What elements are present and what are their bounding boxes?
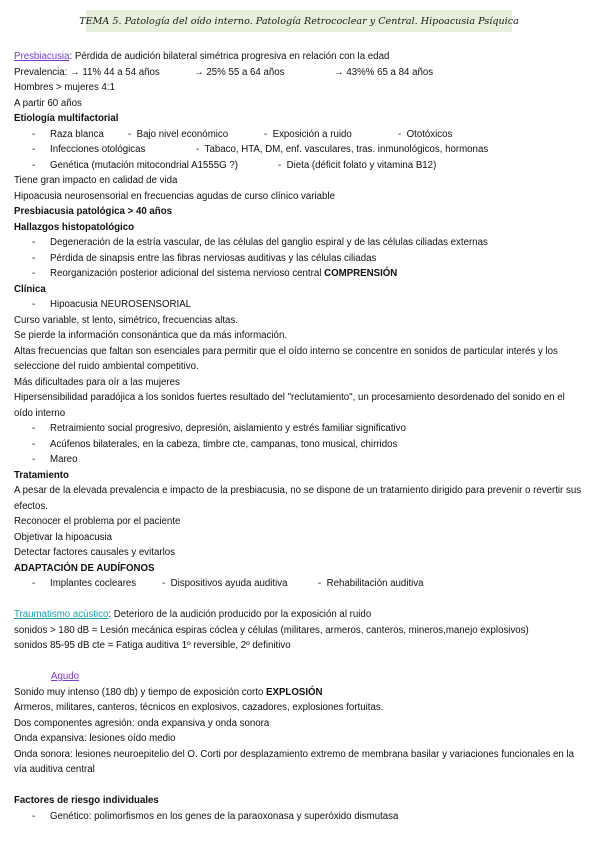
etiology-row-1: - Raza blanca - Bajo nivel económico - Exposición a ruido - Ototóxicos [32,128,453,140]
etiology-heading: Etiología multifactorial [14,113,119,124]
trauma-term: Traumatismo acústico [14,609,109,620]
detect-line: Detectar factores causales y evitarlos [14,547,175,558]
presbiacusia-definition: Presbiacusia: Pérdida de audición bilateral simétrica progresiva en relación con la edad [14,51,390,62]
neurosensorial-line: Hipoacusia neurosensorial en frecuencias agudas de curso clínico variable [14,190,335,202]
symptom-item: - Retraimiento social progresivo, depresión, aislamiento y estrés familiar significativo [32,423,406,434]
impact-line: Tiene gran impacto en calidad de vida [14,175,178,186]
histopathology-item: - Degeneración de la estría vascular, de las células del ganglio espiral y de las células ciliadas externas [32,237,488,248]
hearing-aids-row: - Implantes cocleares - Dispositivos ayuda auditiva - Rehabilitación auditiva [32,578,424,589]
presbiacusia-term: Presbiacusia [14,51,70,62]
treatment-heading: Tratamiento [14,469,69,481]
treatment-paragraph: A pesar de la elevada prevalencia e impacto de la presbiacusia, no se dispone de un tratamiento dirigido para prevenir o revertir sus efectos. [14,485,582,512]
hypersensitivity-paragraph: Hipersensibilidad paradójica a los sonidos fuertes resultado del "reclutamiento", un procesamiento desordenado del sonido en el oído interno [14,392,565,419]
prevalence-line: Prevalencia: → 11% 44 a 54 años → 25% 55 a 64 años → 43%% 65 a 84 años [14,66,434,78]
histopathology-item: - Pérdida de sinapsis entre las fibras nerviosas auditivas y las células ciliadas [32,252,377,264]
sex-ratio: Hombres > mujeres 4:1 [14,82,115,93]
pathologic-presbycusis: Presbiacusia patológica > 40 años [14,206,173,217]
agudo-line-4: Onda expansiva: lesiones oído medio [14,733,176,744]
document-body [14,49,586,824]
title-banner [79,10,519,32]
consonant-line: Se pierde la información consonántica que da más información. [14,330,288,341]
agudo-heading: Agudo [51,671,80,682]
symptom-item: - Acúfenos bilaterales, en la cabeza, timbre cte, campanas, tono musical, chirridos [32,438,398,450]
risk-factors-heading: Factores de riesgo individuales [14,795,159,806]
recognize-line: Reconocer el problema por el paciente [14,516,181,527]
clinica-heading: Clínica [14,283,46,295]
etiology-row-3: - Genética (mutación mitocondrial A1555G ?) - Dieta (déficit folato y vitamina B12) [32,159,437,171]
page-title: TEMA 5. Patología del oído interno. Patología Retrococlear y Central. Hipoacusia Psíquica [79,15,519,27]
risk-factor-item: - Genético: polimorfismos en los genes de la paraoxonasa y superóxido dismutasa [32,810,399,822]
trauma-definition: Traumatismo acústico: Deterioro de la audición producido por la exposición al ruido [14,609,372,620]
agudo-line-2: Armeros, militares, canteros, técnicos en explosivos, cazadores, explosiones fortuitas. [14,702,384,713]
high-frequency-paragraph: Altas frecuencias que faltan son esenciales para permitir que el oído interno se concentre en sonidos de particular interés y los seleccione del ruido ambiental competitivo. [14,345,558,372]
clinica-item: - Hipoacusia NEUROSENSORIAL [32,299,192,310]
agudo-line-5: Onda sonora: lesiones neuroepitelio del O. Corti por desplazamiento extremo de membrana basilar y variaciones funcionales en la vía auditiva central [14,748,575,775]
trauma-line-1: sonidos > 180 dB = Lesión mecánica espiras cóclea y células (militares, armeros, canteros, mineros,manejo explosivos) [14,624,529,636]
objectify-line: Objetivar la hipoacusia [14,531,113,543]
trauma-line-2: sonidos 85-95 dB cte = Fatiga auditiva 1º reversible, 2º definitivo [14,640,291,651]
hearing-aids-heading: ADAPTACIÓN DE AUDÍFONOS [14,562,155,574]
onset-age: A partir 60 años [14,97,82,109]
etiology-row-2: - Infecciones otológicas - Tabaco, HTA, DM, enf. vasculares, tras. inmunológicos, hormonas [32,144,489,155]
course-line: Curso variable, st lento, simétrico, frecuencias altas. [14,314,238,326]
histopathology-item: - Reorganización posterior adicional del sistema nervioso central COMPRENSIÓN [32,268,398,279]
histopathology-heading: Hallazgos histopatológico [14,221,135,233]
agudo-line-3: Dos componentes agresión: onda expansiva y onda sonora [14,717,270,729]
symptom-item: - Mareo [32,454,78,465]
agudo-line-1: Sonido muy intenso (180 db) y tiempo de exposición corto EXPLOSIÓN [14,686,323,698]
women-line: Más dificultades para oír a las mujeres [14,376,180,388]
